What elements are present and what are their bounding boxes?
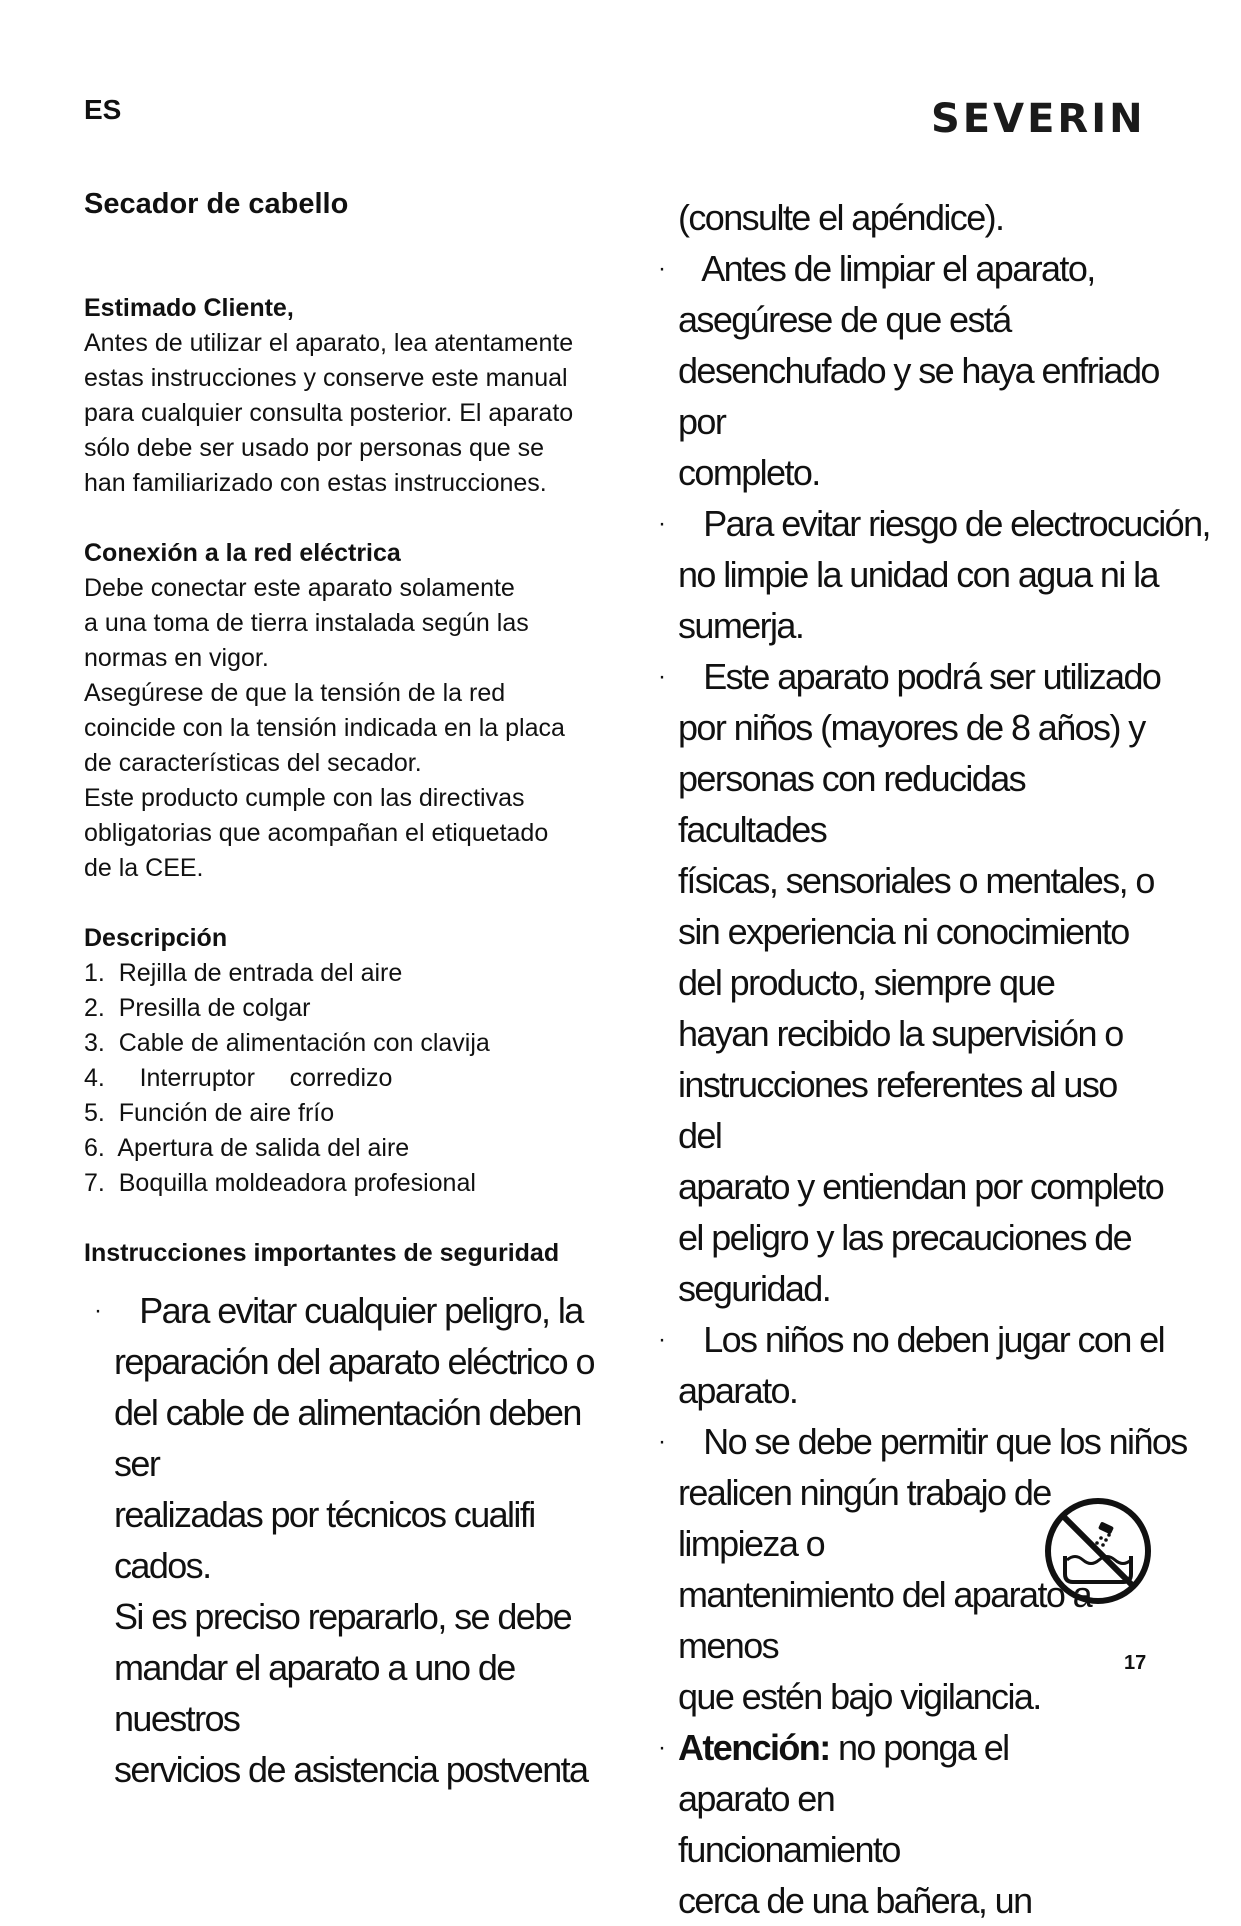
item-line: cerca de una bañera, un	[678, 1880, 1032, 1921]
item-line: sin experiencia ni conocimiento	[678, 911, 1129, 952]
item-line: Para evitar cualquier peligro, la	[114, 1290, 583, 1331]
warning-text: no ponga el	[829, 1727, 1009, 1768]
bullet-icon: ·	[658, 255, 665, 282]
safety-list-left	[84, 1285, 614, 1795]
list-item: 4. Interruptor corredizo	[84, 1064, 393, 1092]
left-column	[84, 188, 604, 1271]
bullet-icon: ·	[658, 663, 665, 690]
safety-item-repair	[84, 1285, 614, 1795]
item-line: por niños (mayores de 8 años) y	[678, 707, 1145, 748]
item-line: desenchufado y se haya enfriado por	[678, 350, 1159, 442]
item-line: el peligro y las precauciones de	[678, 1217, 1132, 1258]
list-item: 5. Función de aire frío	[84, 1099, 335, 1127]
right-column	[648, 192, 1210, 1926]
item-line: completo.	[678, 452, 820, 493]
item-line: personas con reducidas facultades	[678, 758, 1026, 850]
item-line: que estén bajo vigilancia.	[678, 1676, 1041, 1717]
item-line: mandar el aparato a uno de nuestros	[114, 1647, 515, 1739]
connection-line: Debe conectar este aparato solamente	[84, 574, 515, 602]
intro-line: han familiarizado con estas instrucciones.	[84, 469, 547, 497]
safety-item-cleaning	[648, 243, 1168, 498]
item-line: del producto, siempre que	[678, 962, 1055, 1003]
description-list	[84, 956, 604, 1201]
warning-label: Atención:	[678, 1727, 830, 1768]
list-item: 3. Cable de alimentación con clavija	[84, 1029, 490, 1057]
item-line: Antes de limpiar el aparato,	[678, 248, 1095, 289]
item-line: no limpie la unidad con agua ni la	[678, 554, 1158, 595]
bullet-icon: ·	[658, 1326, 665, 1353]
item-line: realicen ningún trabajo de limpieza o	[678, 1472, 1051, 1564]
connection-heading: Conexión a la red eléctrica	[84, 539, 401, 567]
bullet-icon: ·	[658, 1428, 665, 1455]
item-line: servicios de asistencia postventa	[114, 1749, 588, 1790]
item-line: No se debe permitir que los niños	[678, 1421, 1187, 1462]
item-line: Este aparato podrá ser utilizado	[678, 656, 1161, 697]
item-line: aparato y entiendan por completo	[678, 1166, 1164, 1207]
item-line: aparato en funcionamiento	[678, 1778, 900, 1870]
safety-item-children-play	[648, 1314, 1168, 1416]
list-item: 1. Rejilla de entrada del aire	[84, 959, 403, 987]
list-item: 6. Apertura de salida del aire	[84, 1134, 410, 1162]
item-line: hayan recibido la supervisión o	[678, 1013, 1123, 1054]
document-title: Secador de cabello	[84, 188, 349, 220]
safety-item-bath-warning	[648, 1722, 1048, 1926]
connection-line: Este producto cumple con las directivas	[84, 784, 525, 812]
description-heading: Descripción	[84, 924, 228, 952]
bullet-icon: ·	[658, 1734, 665, 1761]
intro-line: Antes de utilizar el aparato, lea atentamente	[84, 329, 574, 357]
item-line: físicas, sensoriales o mentales, o	[678, 860, 1154, 901]
description-section	[84, 921, 604, 1201]
warning-first-line	[678, 1722, 1048, 1773]
item-line: asegúrese de que está	[678, 299, 1011, 340]
bullet-icon: ·	[658, 510, 665, 537]
item-line: reparación del aparato eléctrico o	[114, 1341, 594, 1382]
intro-section	[84, 291, 604, 501]
item-continuation: (consulte el apéndice).	[678, 197, 1004, 238]
brand-logo: SEVERIN	[931, 96, 1146, 142]
item-line: mantenimiento del aparato a menos	[678, 1574, 1092, 1666]
item-line: instrucciones referentes al uso del	[678, 1064, 1117, 1156]
item-line: aparato.	[678, 1370, 798, 1411]
connection-line: de la CEE.	[84, 854, 204, 882]
list-item: 7. Boquilla moldeadora profesional	[84, 1169, 476, 1197]
connection-section	[84, 536, 604, 886]
intro-line: sólo debe ser usado por personas que se	[84, 434, 545, 462]
safety-heading: Instrucciones importantes de seguridad	[84, 1239, 560, 1267]
safety-item-electrocution	[648, 498, 1210, 651]
item-line: Para evitar riesgo de electrocución,	[678, 503, 1210, 544]
connection-line: a una toma de tierra instalada según las	[84, 609, 529, 637]
connection-line: obligatorias que acompañan el etiquetado	[84, 819, 549, 847]
item-line: realizadas por técnicos cualifi cados.	[114, 1494, 535, 1586]
connection-line: de características del secador.	[84, 749, 422, 777]
intro-heading: Estimado Cliente,	[84, 294, 294, 322]
item-line: Si es preciso repararlo, se debe	[114, 1596, 572, 1637]
connection-line: Asegúrese de que la tensión de la red	[84, 679, 506, 707]
connection-line: coincide con la tensión indicada en la placa	[84, 714, 565, 742]
list-item: 2. Presilla de colgar	[84, 994, 311, 1022]
item-line: sumerja.	[678, 605, 804, 646]
no-water-near-bath-icon	[1043, 1496, 1153, 1606]
item-line: Los niños no deben jugar con el	[678, 1319, 1164, 1360]
bullet-icon: ·	[94, 1297, 101, 1324]
language-code: ES	[84, 94, 122, 125]
safety-item-children-use	[648, 651, 1168, 1314]
intro-line: para cualquier consulta posterior. El aparato	[84, 399, 574, 427]
item-line: seguridad.	[678, 1268, 831, 1309]
item-line: del cable de alimentación deben ser	[114, 1392, 581, 1484]
connection-line: normas en vigor.	[84, 644, 269, 672]
page-number: 17	[1124, 1652, 1147, 1674]
intro-line: estas instrucciones y conserve este manual	[84, 364, 568, 392]
